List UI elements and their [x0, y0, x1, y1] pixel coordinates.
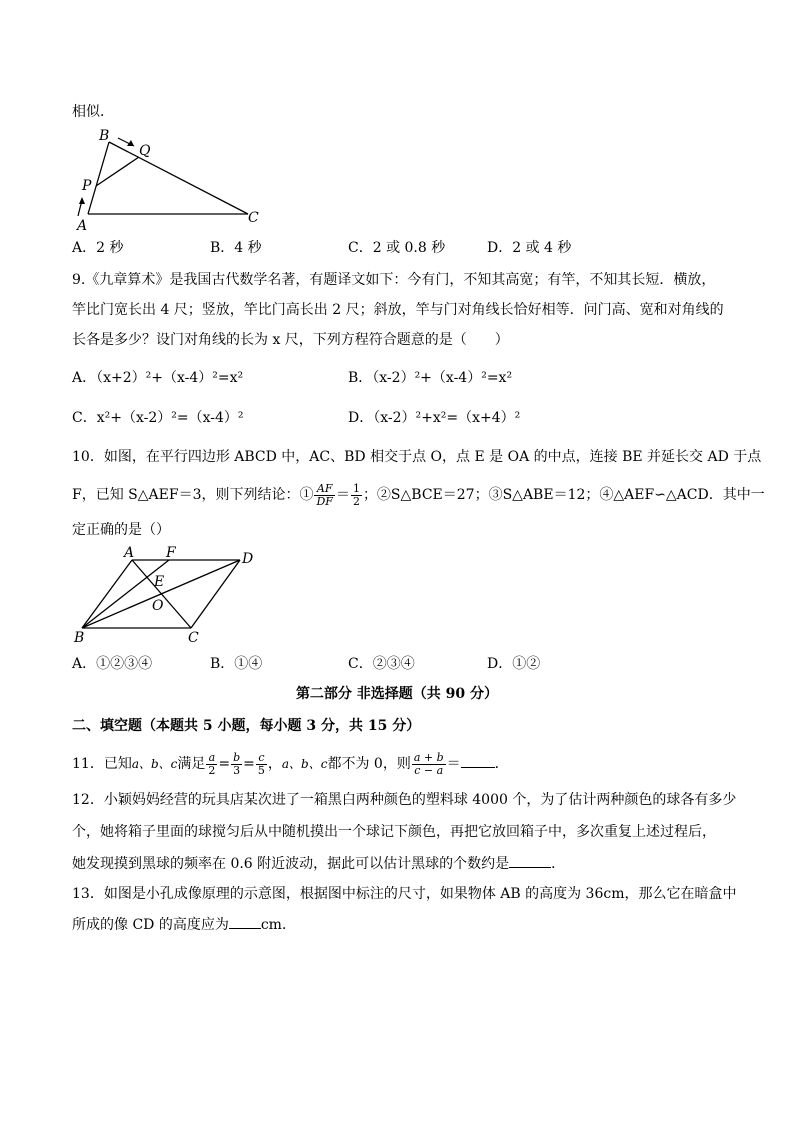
part-two-title: 第二部分 非选择题（共 90 分） — [295, 686, 499, 702]
q10-option-a[interactable]: A．①②③④ — [72, 656, 153, 672]
q8-arrowhead-ap — [79, 197, 85, 204]
q13-line-2 — [72, 914, 296, 935]
q10-option-c[interactable]: C．②③④ — [348, 656, 415, 672]
q8-option-c[interactable]: C．2 或 0.8 秒 — [348, 240, 446, 256]
q11-fb-den: 3 — [233, 763, 241, 777]
q11-fa-den: 2 — [208, 763, 216, 777]
q8-option-b[interactable]: B．4 秒 — [210, 240, 262, 256]
q10-option-d[interactable]: D．①② — [487, 656, 541, 672]
q10-option-b[interactable]: B．①④ — [210, 656, 263, 672]
q11-eq-2: = — [243, 756, 255, 772]
q11-fa-num: a — [206, 752, 217, 765]
q11-mid-2: ， — [267, 756, 282, 772]
q8-option-d[interactable]: D．2 或 4 秒 — [487, 240, 572, 256]
q12-line-2: 个，她将箱子里面的球搅匀后从中随机摸出一个球记下颜色，再把它放回箱子中，多次重复上述过程后， — [72, 824, 716, 840]
q12-answer-blank[interactable] — [509, 853, 551, 868]
q10-frac1-num: AF — [314, 483, 334, 496]
q11-abc-1: a、b、c — [131, 757, 178, 771]
q11-mid-3: 都不为 0，则 — [327, 756, 411, 772]
q13-answer-blank[interactable] — [229, 914, 261, 929]
fill-blank-section-heading: 二、填空题（本题共 5 小题，每小题 3 分，共 15 分） — [72, 718, 421, 734]
q11-mid-1: 满足 — [177, 756, 206, 772]
q11-fb-num: b — [233, 750, 241, 764]
q13-line-2-text: 所成的像 CD 的高度应为 — [72, 917, 229, 933]
q10-parallelogram-figure — [72, 540, 272, 648]
q10-equals: ＝ — [335, 487, 350, 503]
q10-label-c: C — [188, 630, 199, 646]
q12-line-1: 12．小颖妈妈经营的玩具店某次进了一箱黑白两种颜色的塑料球 4000 个，为了估计两种颜色的球各有多少 — [72, 792, 737, 808]
q10-label-d: D — [242, 551, 254, 567]
q11-tail: ＝ — [446, 756, 461, 772]
q10-frac1-den: DF — [316, 494, 333, 508]
q11-fc-den: 5 — [257, 763, 265, 777]
q10-frac2-num: 1 — [352, 481, 360, 495]
q10-label-o: O — [152, 598, 164, 614]
q9-line-3: 长各是多少？设门对角线的长为 x 尺，下列方程符合题意的是（ ） — [72, 332, 509, 348]
q8-label-p: P — [82, 178, 92, 194]
q8-label-c: C — [248, 210, 259, 226]
q11-frac-c-5 — [256, 752, 267, 777]
q11-fc-num: c — [256, 752, 267, 765]
q8-triangle-figure — [72, 126, 272, 234]
q11-end: ． — [494, 756, 509, 772]
q12-line-3 — [72, 853, 565, 874]
q10-line-2a: F，已知 S△AEF＝3，则下列结论：① — [72, 487, 314, 503]
q10-fraction-af-df — [314, 483, 334, 508]
q11-eq-1: = — [218, 756, 231, 772]
q10-line-2 — [72, 478, 765, 512]
q10-label-f: F — [166, 545, 176, 561]
q11-line — [72, 748, 509, 780]
q11-fr-num: a + b — [413, 750, 444, 764]
q11-prefix: 11．已知 — [72, 756, 132, 772]
q10-label-b: B — [74, 630, 85, 646]
q13-line-1: 13．如图是小孔成像原理的示意图，根据图中标注的尺寸，如果物体 AB 的高度为 36cm，那么它在暗盒中 — [72, 886, 737, 902]
q8-tail-text: 相似． — [72, 104, 114, 120]
q10-frac2-den: 2 — [352, 494, 360, 508]
q11-answer-blank[interactable] — [461, 753, 495, 768]
q8-label-b: B — [99, 128, 110, 144]
q9-line-2: 竿比门宽长出 4 尺；竖放，竿比门高长出 2 尺；斜放，竿与门对角线长恰好相等．问门高、宽和对角线的 — [72, 302, 724, 318]
q12-line-3-text: 她发现摸到黑球的频率在 0.6 附近波动，据此可以估计黑球的个数约是 — [72, 856, 510, 872]
q10-segment-bf — [82, 560, 169, 628]
q8-edge-bc — [109, 142, 248, 214]
q10-line-1: 10．如图，在平行四边形 ABCD 中，AC、BD 相交于点 O，点 E 是 OA 的中点，连接 BE 并延长交 AD 于点 — [72, 449, 762, 465]
q9-line-1: 9.《九章算术》是我国古代数学名著，有题译文如下：今有门，不知其高宽；有竿，不知其长短．横放， — [72, 272, 716, 288]
q8-label-q: Q — [139, 143, 151, 159]
q12-end: ． — [551, 856, 566, 872]
q9-option-c[interactable]: C．x²+（x-2）²=（x-4）² — [72, 410, 244, 426]
q10-line-3: 定正确的是（） — [72, 522, 170, 538]
q8-label-a: A — [77, 218, 88, 234]
q10-label-e: E — [154, 574, 165, 590]
q11-fr-den: c − a — [414, 763, 444, 777]
q11-frac-a-2 — [206, 752, 217, 777]
q9-option-b[interactable]: B．（x-2）²+（x-4）²=x² — [348, 370, 513, 386]
q11-frac-result — [412, 752, 446, 777]
q11-frac-b-3 — [231, 752, 242, 777]
q13-unit: cm． — [260, 917, 296, 933]
q11-abc-2: a、b、c — [281, 757, 328, 771]
q10-label-a: A — [124, 545, 135, 561]
q10-fraction-one-half — [351, 483, 362, 508]
q8-option-a[interactable]: A．2 秒 — [72, 240, 124, 256]
q9-option-d[interactable]: D．（x-2）²+x²=（x+4）² — [348, 410, 521, 426]
q9-option-a[interactable]: A．（x+2）²+（x-4）²=x² — [72, 370, 244, 386]
q8-segment-pq — [96, 157, 139, 186]
q10-line-2b: ；②S△BCE＝27；③S△ABE＝12；④△AEF∽△ACD．其中一 — [362, 487, 765, 503]
